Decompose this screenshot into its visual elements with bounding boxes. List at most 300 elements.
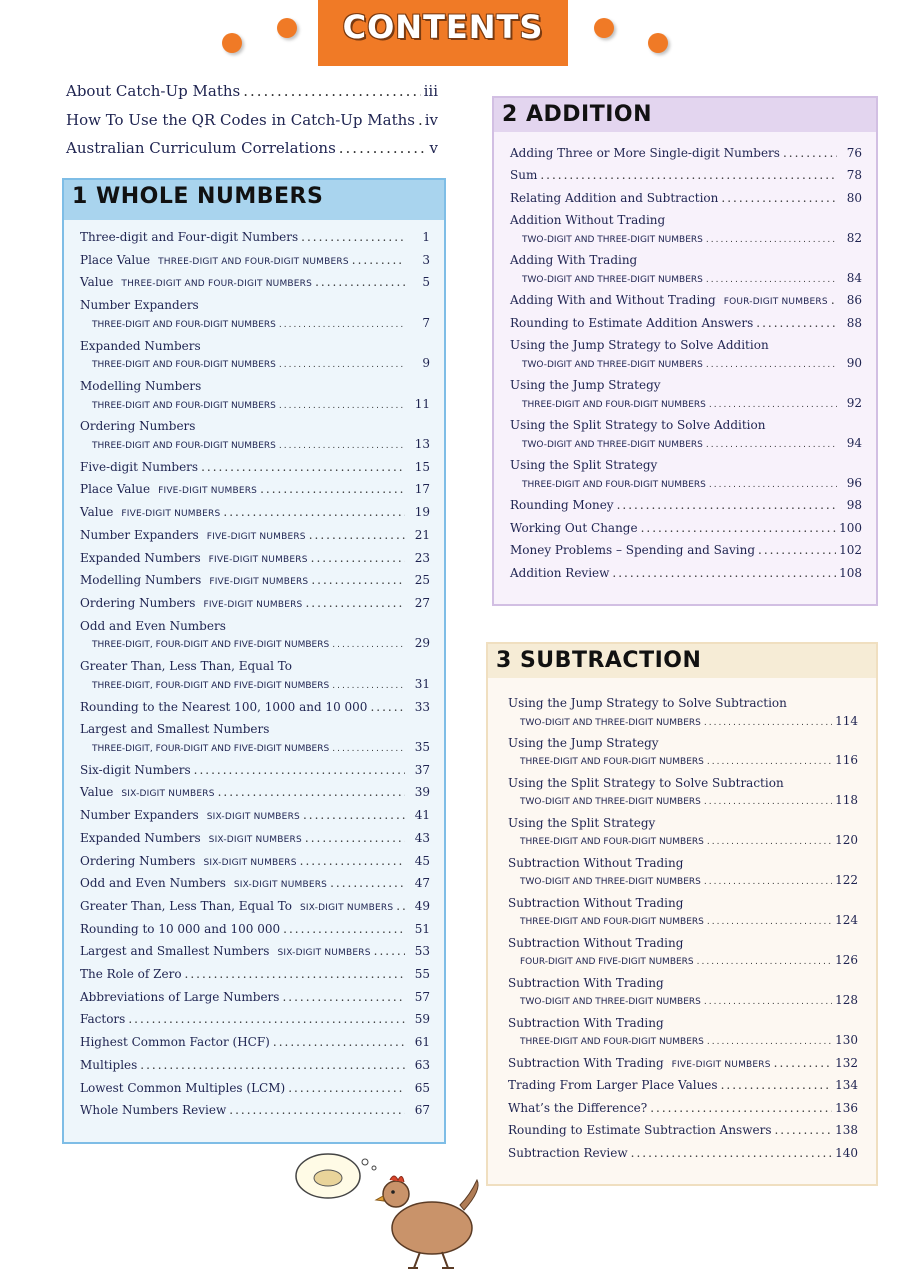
intro-label: How To Use the QR Codes in Catch-Up Maths [66,111,415,129]
toc-entry [80,419,430,433]
thought-bubble-icon [296,1154,376,1198]
entry-subtitle: THREE-DIGIT AND FOUR-DIGIT NUMBERS [522,479,706,490]
entry-title: Modelling Numbers [80,573,202,588]
leader-dots [418,111,422,129]
entry-title: Using the Jump Strategy [510,378,661,393]
leader-dots [774,1056,832,1070]
entry-page: 128 [835,993,858,1008]
toc-entry [508,816,858,830]
leader-dots [279,441,405,451]
toc-entry [508,896,858,910]
leader-dots [218,785,405,799]
toc-entry [80,505,430,519]
entry-subtitle: THREE-DIGIT AND FOUR-DIGIT NUMBERS [92,319,276,330]
leader-dots [396,899,405,913]
leader-dots [279,360,405,370]
toc-entry [80,1081,430,1095]
entry-page: 17 [414,482,430,497]
leader-dots [309,528,405,542]
toc-entry [80,379,430,393]
orange-dot-icon [594,18,614,38]
entry-title: Place Value [80,482,151,497]
toc-entry-subline [520,953,858,967]
leader-dots [709,400,837,410]
entry-subtitle: THREE-DIGIT AND FOUR-DIGIT NUMBERS [520,917,704,928]
entry-page: 108 [839,565,862,580]
entry-subtitle: THREE-DIGIT, FOUR-DIGIT AND FIVE-DIGIT NUMBERS [92,640,330,651]
entry-subtitle: SIX-DIGIT NUMBERS [233,880,328,891]
entry-title: Rounding to Estimate Subtraction Answers [508,1123,772,1138]
leader-dots [641,521,837,535]
entry-page: 9 [422,356,430,371]
entry-title: Highest Common Factor (HCF) [80,1035,270,1050]
entry-page: 51 [414,921,430,936]
entry-title: Addition Without Trading [510,213,666,228]
entry-title: Expanded Numbers [80,830,201,845]
toc-entry [508,1146,858,1160]
toc-entry [80,763,430,777]
entry-page: 41 [414,808,430,823]
toc-entry [80,339,430,353]
leader-dots [201,460,405,474]
entry-page: 138 [835,1123,858,1138]
toc-entry-subline [522,436,862,450]
section-whole-numbers [62,178,446,1144]
toc-entry-subline [520,913,858,927]
toc-entry-subline [520,1033,858,1047]
leader-dots [831,293,837,307]
toc-entry [80,990,430,1004]
toc-entry [80,944,430,958]
entry-page: 33 [414,699,430,714]
toc-entry-subline [522,271,862,285]
leader-dots [194,763,405,777]
entry-page: 100 [839,520,862,535]
entry-page: 23 [414,550,430,565]
intro-label: About Catch-Up Maths [66,82,241,100]
leader-dots [706,235,837,245]
intro-page: v [429,139,438,157]
toc-entry [80,230,430,244]
entry-page: 63 [414,1057,430,1072]
entry-page: 92 [846,395,862,410]
toc-entry [510,293,862,307]
toc-entry [510,521,862,535]
orange-dot-icon [648,33,668,53]
entry-title: Ordering Numbers [80,853,196,868]
leader-dots [704,997,832,1007]
entry-title: Multiples [80,1057,138,1072]
entry-page: 27 [414,596,430,611]
entry-page: 35 [414,739,430,754]
entry-title: Ordering Numbers [80,596,196,611]
entry-page: 86 [846,293,862,308]
entry-page: 55 [414,967,430,982]
entry-title: Number Expanders [80,808,199,823]
entry-subtitle: FIVE-DIGIT NUMBERS [121,509,221,520]
entry-page: 15 [414,459,430,474]
entry-page: 19 [414,505,430,520]
entry-page: 47 [414,876,430,891]
toc-entry [508,856,858,870]
hen-illustration [292,1150,492,1270]
entry-page: 49 [414,898,430,913]
entry-page: 43 [414,830,430,845]
entry-page: 124 [835,913,858,928]
entry-title: Using the Split Strategy to Solve Addition [510,418,766,433]
leader-dots [370,700,405,714]
entry-title: Place Value [80,252,151,267]
entry-page: 90 [846,355,862,370]
entry-subtitle: TWO-DIGIT AND THREE-DIGIT NUMBERS [522,359,703,370]
toc-entry [80,967,430,981]
entry-title: Odd and Even Numbers [80,618,226,633]
leader-dots [243,82,420,100]
toc-entry [80,596,430,610]
entry-title: Modelling Numbers [80,378,202,393]
toc-entry [508,976,858,990]
leader-dots [650,1101,832,1115]
section-heading: 3 SUBTRACTION [488,644,876,678]
leader-dots [783,146,837,160]
entry-subtitle: TWO-DIGIT AND THREE-DIGIT NUMBERS [522,274,703,285]
entry-title: Sum [510,168,538,183]
entry-title: Expanded Numbers [80,338,201,353]
entry-title: Rounding to 10 000 and 100 000 [80,921,281,936]
entry-subtitle: THREE-DIGIT AND FOUR-DIGIT NUMBERS [92,400,276,411]
toc-entry [80,1058,430,1072]
toc-entry [510,566,862,580]
leader-dots [128,1012,405,1026]
leader-dots [288,1081,405,1095]
toc-entry [510,213,862,227]
toc-entry-subline [522,356,862,370]
leader-dots [332,744,405,754]
leader-dots [707,917,832,927]
toc-entry [80,876,430,890]
toc-entry [80,551,430,565]
entry-page: 5 [422,275,430,290]
toc-entry-subline [520,753,858,767]
leader-dots [140,1058,405,1072]
leader-dots [756,316,837,330]
leader-dots [758,543,836,557]
leader-dots [185,967,405,981]
leader-dots [273,1035,405,1049]
leader-dots [311,573,405,587]
entry-page: 122 [835,873,858,888]
entry-subtitle: TWO-DIGIT AND THREE-DIGIT NUMBERS [520,877,701,888]
entry-title: Working Out Change [510,520,638,535]
entry-page: 21 [414,527,430,542]
entry-page: 59 [414,1012,430,1027]
entry-title: Subtraction With Trading [508,1015,664,1030]
intro-page: iv [424,111,438,129]
entry-title: Five-digit Numbers [80,459,199,474]
toc-entry [80,298,430,312]
toc-entry-subline [520,873,858,887]
toc-entry-subline [522,231,862,245]
page-title: CONTENTS [342,8,544,46]
entry-page: 136 [835,1100,858,1115]
section-subtraction [486,642,878,1186]
entry-subtitle: THREE-DIGIT, FOUR-DIGIT AND FIVE-DIGIT NUMBERS [92,743,330,754]
entry-title: Greater Than, Less Than, Equal To [80,659,293,674]
entry-subtitle: THREE-DIGIT AND FOUR-DIGIT NUMBERS [520,837,704,848]
entry-page: 29 [414,636,430,651]
entry-title: Number Expanders [80,527,199,542]
entry-page: 1 [422,230,430,244]
intro-label: Australian Curriculum Correlations [66,139,336,157]
entry-subtitle: FOUR-DIGIT NUMBERS [723,297,828,308]
toc-entry [80,722,430,736]
entry-subtitle: SIX-DIGIT NUMBERS [208,834,302,845]
entry-page: 84 [846,270,862,285]
toc-entry [80,573,430,587]
entry-subtitle: SIX-DIGIT NUMBERS [121,789,215,800]
entry-title: Rounding to the Nearest 100, 1000 and 10 000 [80,699,368,714]
entry-page: 61 [414,1035,430,1050]
toc-entry-subline [520,833,858,847]
orange-dot-icon [222,33,242,53]
entry-page: 96 [846,475,862,490]
leader-dots [707,837,832,847]
leader-dots [223,505,405,519]
entry-title: Using the Jump Strategy to Solve Subtraction [508,696,787,710]
entry-title: Subtraction Review [508,1145,628,1160]
leader-dots [332,681,405,691]
leader-dots [704,718,832,728]
entry-subtitle: THREE-DIGIT AND FOUR-DIGIT NUMBERS [121,279,313,290]
entry-page: 82 [846,230,862,245]
leader-dots [706,275,837,285]
toc-entry [80,831,430,845]
leader-dots [303,808,405,822]
toc-entry [510,316,862,330]
entry-page: 114 [835,713,858,728]
leader-dots [707,757,832,767]
entry-page: 78 [846,168,862,183]
entry-title: Subtraction Without Trading [508,935,684,950]
leader-dots [315,275,405,289]
entry-title: Value [80,785,114,800]
entry-page: 13 [414,437,430,452]
entry-title: Using the Jump Strategy [508,735,659,750]
section-heading: 2 ADDITION [494,98,876,132]
intro-item [66,82,438,100]
toc-entry-subline [92,677,430,691]
entry-page: 132 [835,1055,858,1070]
entry-title: Subtraction With Trading [508,975,664,990]
entry-page: 67 [414,1103,430,1118]
entry-title: Using the Jump Strategy to Solve Addition [510,338,769,353]
leader-dots [229,1103,405,1117]
leader-dots [706,440,837,450]
intro-page: iii [423,82,438,100]
entry-subtitle: THREE-DIGIT AND FOUR-DIGIT NUMBERS [522,399,706,410]
entry-subtitle: TWO-DIGIT AND THREE-DIGIT NUMBERS [520,717,701,728]
leader-dots [260,482,405,496]
entry-title: Abbreviations of Large Numbers [80,989,280,1004]
toc-entry [80,619,430,633]
entry-title: Using the Split Strategy [508,815,656,830]
entry-title: Six-digit Numbers [80,762,191,777]
entry-title: Three-digit and Four-digit Numbers [80,230,299,244]
leader-dots [352,253,405,267]
entry-title: Subtraction Without Trading [508,895,684,910]
entry-title: Whole Numbers Review [80,1103,227,1118]
orange-dot-icon [277,18,297,38]
entry-title: Subtraction With Trading [508,1055,664,1070]
toc-entry [508,1078,858,1092]
entry-title: The Role of Zero [80,967,182,982]
toc-entry [80,253,430,267]
entry-page: 80 [846,190,862,205]
entry-title: Money Problems – Spending and Saving [510,543,756,558]
entry-title: Subtraction Without Trading [508,855,684,870]
entry-subtitle: TWO-DIGIT AND THREE-DIGIT NUMBERS [522,439,703,450]
entry-title: Value [80,275,114,290]
leader-dots [305,596,405,610]
toc-entry [510,458,862,472]
entry-title: Using the Split Strategy [510,458,658,473]
toc-entry [508,1016,858,1030]
toc-entry [80,482,430,496]
entry-page: 94 [846,435,862,450]
entry-page: 120 [835,833,858,848]
toc-entry [508,696,858,710]
entry-subtitle: THREE-DIGIT AND FOUR-DIGIT NUMBERS [92,441,276,452]
entry-title: Adding With and Without Trading [510,293,716,308]
entry-title: Rounding Money [510,498,614,513]
entry-subtitle: THREE-DIGIT AND FOUR-DIGIT NUMBERS [520,1037,704,1048]
entry-subtitle: THREE-DIGIT AND FOUR-DIGIT NUMBERS [158,256,349,267]
entry-title: Largest and Smallest Numbers [80,722,270,737]
leader-dots [721,191,837,205]
toc-entry [510,418,862,432]
entry-subtitle: SIX-DIGIT NUMBERS [277,948,371,959]
entry-subtitle: TWO-DIGIT AND THREE-DIGIT NUMBERS [520,797,701,808]
leader-dots [704,797,832,807]
toc-entry [80,528,430,542]
toc-entry [510,191,862,205]
toc-entry [80,854,430,868]
entry-title: Lowest Common Multiples (LCM) [80,1080,286,1095]
leader-dots [300,854,405,868]
entry-page: 53 [414,944,430,959]
toc-entry-subline [92,636,430,650]
entry-title: Largest and Smallest Numbers [80,944,270,959]
toc-entry [510,146,862,160]
entry-page: 3 [422,252,430,267]
leader-dots [631,1146,832,1160]
entry-page: 98 [846,498,862,513]
entry-title: Number Expanders [80,298,199,313]
intro-item [66,139,438,157]
leader-dots [709,480,837,490]
entry-subtitle: FOUR-DIGIT AND FIVE-DIGIT NUMBERS [520,957,694,968]
toc-entry-subline [520,714,858,728]
leader-dots [339,139,427,157]
toc-entry-subline [522,396,862,410]
entry-page: 31 [414,676,430,691]
entry-subtitle: FIVE-DIGIT NUMBERS [209,577,309,588]
toc-entry-subline [92,356,430,370]
toc-entry [508,936,858,950]
entry-title: Value [80,505,114,520]
entry-page: 76 [846,146,862,160]
toc-entry [80,808,430,822]
entry-page: 11 [414,396,430,411]
entry-subtitle: THREE-DIGIT AND FOUR-DIGIT NUMBERS [520,757,704,768]
toc-entry [508,1101,858,1115]
leader-dots [301,230,405,244]
entry-title: Ordering Numbers [80,419,196,434]
entry-title: Relating Addition and Subtraction [510,190,719,205]
entry-title: Adding With Trading [510,253,638,268]
toc-entry [508,736,858,750]
entry-page: 88 [846,315,862,330]
entry-title: Greater Than, Less Than, Equal To [80,898,293,913]
leader-dots [311,551,405,565]
toc-entry [80,659,430,673]
entry-title: Factors [80,1012,126,1027]
toc-entry [80,1035,430,1049]
entry-page: 140 [835,1145,858,1160]
toc-entry [508,1123,858,1137]
toc-entry [80,460,430,474]
leader-dots [706,360,837,370]
entry-subtitle: SIX-DIGIT NUMBERS [203,857,297,868]
section-heading: 1 WHOLE NUMBERS [64,180,444,220]
entry-page: 65 [414,1080,430,1095]
leader-dots [332,640,405,650]
hen-icon [376,1176,478,1268]
toc-entry-subline [520,993,858,1007]
entry-page: 134 [835,1078,858,1093]
entry-subtitle: TWO-DIGIT AND THREE-DIGIT NUMBERS [520,997,701,1008]
leader-dots [707,1037,832,1047]
section-addition [492,96,878,606]
leader-dots [540,168,837,182]
toc-entry-subline [522,476,862,490]
toc-entry [80,922,430,936]
leader-dots [279,320,405,330]
toc-entry-subline [92,740,430,754]
entry-page: 45 [414,853,430,868]
entry-page: 7 [422,315,430,330]
entry-title: Expanded Numbers [80,550,201,565]
leader-dots [612,566,836,580]
leader-dots [697,957,832,967]
entry-subtitle: THREE-DIGIT AND FOUR-DIGIT NUMBERS [92,360,276,371]
toc-entry [510,253,862,267]
leader-dots [330,876,405,890]
leader-dots [374,944,405,958]
entry-subtitle: FIVE-DIGIT NUMBERS [203,600,303,611]
intro-item [66,111,438,129]
leader-dots [283,922,405,936]
entry-page: 130 [835,1033,858,1048]
entry-page: 39 [414,785,430,800]
toc-entry [80,700,430,714]
leader-dots [721,1078,833,1092]
entry-page: 57 [414,989,430,1004]
entry-subtitle: FIVE-DIGIT NUMBERS [206,531,306,542]
entry-title: Odd and Even Numbers [80,876,226,891]
toc-entry [80,785,430,799]
toc-entry [510,168,862,182]
